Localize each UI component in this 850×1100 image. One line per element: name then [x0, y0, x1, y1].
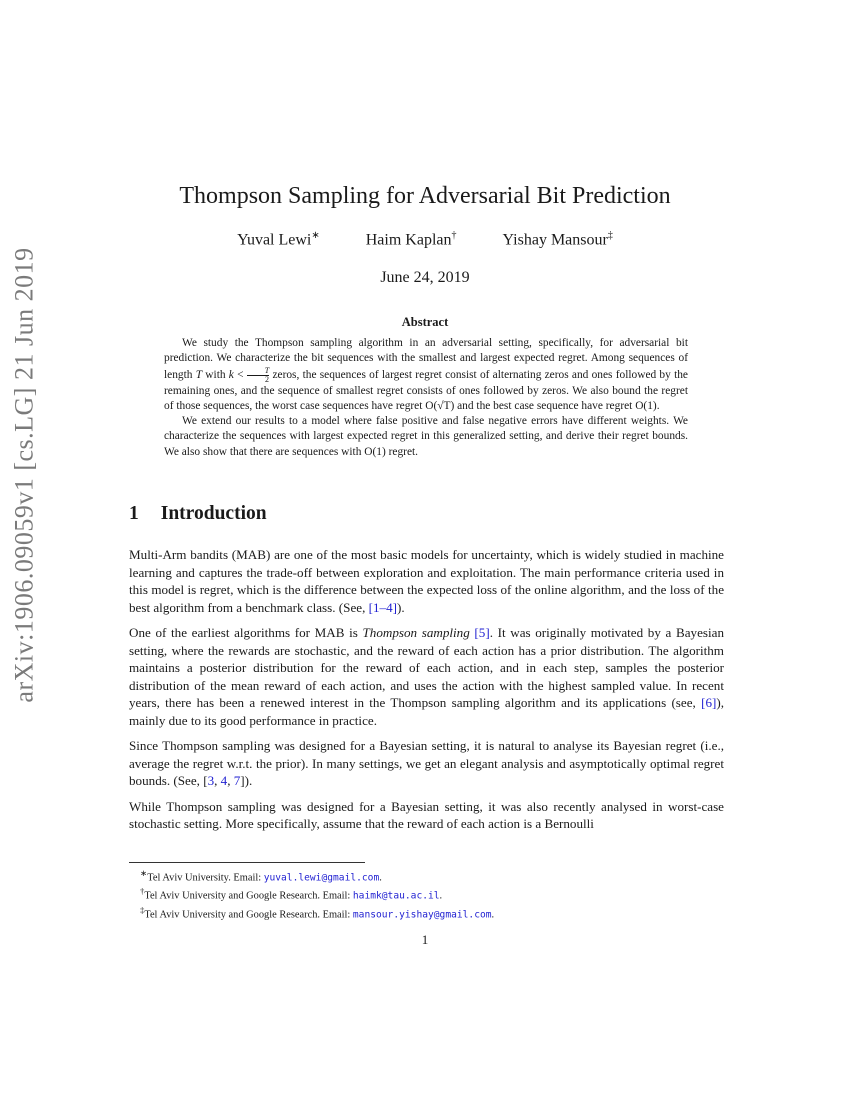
arxiv-sidebar — [5, 247, 45, 703]
fraction-t-over-2: $\frac{T}{2}$ — [247, 367, 269, 384]
author-list — [0, 230, 850, 249]
footnote-3: ‡Tel Aviv University and Google Research. Email: mansour.yishay@gmail.com. — [140, 904, 495, 920]
citation-link[interactable]: [1–4] — [368, 599, 397, 615]
email-link[interactable]: haimk@tau.ac.il — [352, 890, 440, 902]
footnote-2: †Tel Aviv University and Google Research. Email: haimk@tau.ac.il. — [140, 886, 443, 902]
section-title: Introduction — [160, 503, 267, 524]
introduction-body — [129, 546, 724, 841]
email-link[interactable]: mansour.yishay@gmail.com — [352, 909, 492, 920]
abstract-paragraph-1: We study the Thompson sampling algorithm in an adversarial setting, specifically, for adversarial bit prediction. We characterize the bit sequences with the smallest and largest expected regret. Among sequences of length T with k < $\frac{T}{2}$ zeros, the sequences of largest regret consist of alternating zeros and ones followed by the remaining ones, and the sequence of smallest regret consists of ones followed by zeros. We also bound the regret of those sequences, the worst case sequences have regret O(√T) and the best case sequence have regret O(1). — [164, 337, 688, 412]
citation-link[interactable]: [6] — [701, 695, 717, 710]
footnote-1: ∗Tel Aviv University. Email: yuval.lewi@gmail.com. — [140, 868, 382, 884]
citation-link[interactable]: [5] — [474, 625, 490, 640]
section-heading-introduction — [129, 503, 267, 525]
abstract-paragraph-2: We extend our results to a model where false positive and false negative errors have different weights. We characterize the sequences with largest expected regret in this generalized setting, and derive their regret bounds. We also show that there are sequences with O(1) regret. — [164, 415, 688, 458]
citation-link[interactable]: 3 — [207, 773, 215, 788]
paper-date: June 24, 2019 — [380, 269, 470, 286]
abstract-heading: Abstract — [401, 315, 449, 329]
citation-link[interactable]: 7 — [233, 773, 241, 788]
footnote-divider — [129, 862, 365, 863]
body-paragraph-3: Since Thompson sampling was designed for a Bayesian setting, it is natural to analyse its Bayesian regret (i.e., average the regret w.r.t. the prior). In many settings, we get an elegant analysis and asymptotically optimal regret bounds. (See, [3, 4, 7]). — [129, 738, 724, 788]
paper-title: Thompson Sampling for Adversarial Bit Prediction — [179, 183, 671, 209]
body-paragraph-1: Multi-Arm bandits (MAB) are one of the most basic models for uncertainty, which is widely studied in machine learning and captures the trade-off between exploration and exploitation. The main performance criteria used in this model is regret, which is the difference between the expected loss of the online algorithm, and the loss of the best algorithm from a benchmark class. (See, [1–4]). — [129, 547, 724, 615]
author-1: Yuval Lewi∗ — [237, 230, 320, 249]
author-3: Yishay Mansour‡ — [502, 230, 613, 249]
author-2: Haim Kaplan† — [365, 230, 457, 249]
body-paragraph-2: One of the earliest algorithms for MAB is Thompson sampling [5]. It was originally motivated by a Bayesian setting, where the rewards are stochastic, and the reward of each action has a prior distribution. The algorithm maintains a posterior distribution for the reward of each action, and in each step, samples the posterior distribution of the mean reward of each action, and uses the action with the highest sampled value. In recent years, there has been a renewed interest in the Thompson sampling algorithm and its applications (see, [6]), mainly due to its good performance in practice. — [129, 625, 724, 728]
section-number: 1 — [129, 503, 139, 524]
email-link[interactable]: yuval.lewi@gmail.com — [263, 872, 380, 884]
citation-link[interactable]: 4 — [220, 773, 228, 788]
arxiv-identifier: arXiv:1906.09059v1 [cs.LG] 21 Jun 2019 — [10, 247, 39, 703]
abstract-body — [164, 336, 688, 460]
page-number: 1 — [421, 932, 429, 947]
body-paragraph-4: While Thompson sampling was designed for a Bayesian setting, it was also recently analysed in worst-case stochastic setting. More specifically, assume that the reward of each action is a Bernoulli — [129, 798, 724, 831]
footnotes — [140, 867, 700, 922]
